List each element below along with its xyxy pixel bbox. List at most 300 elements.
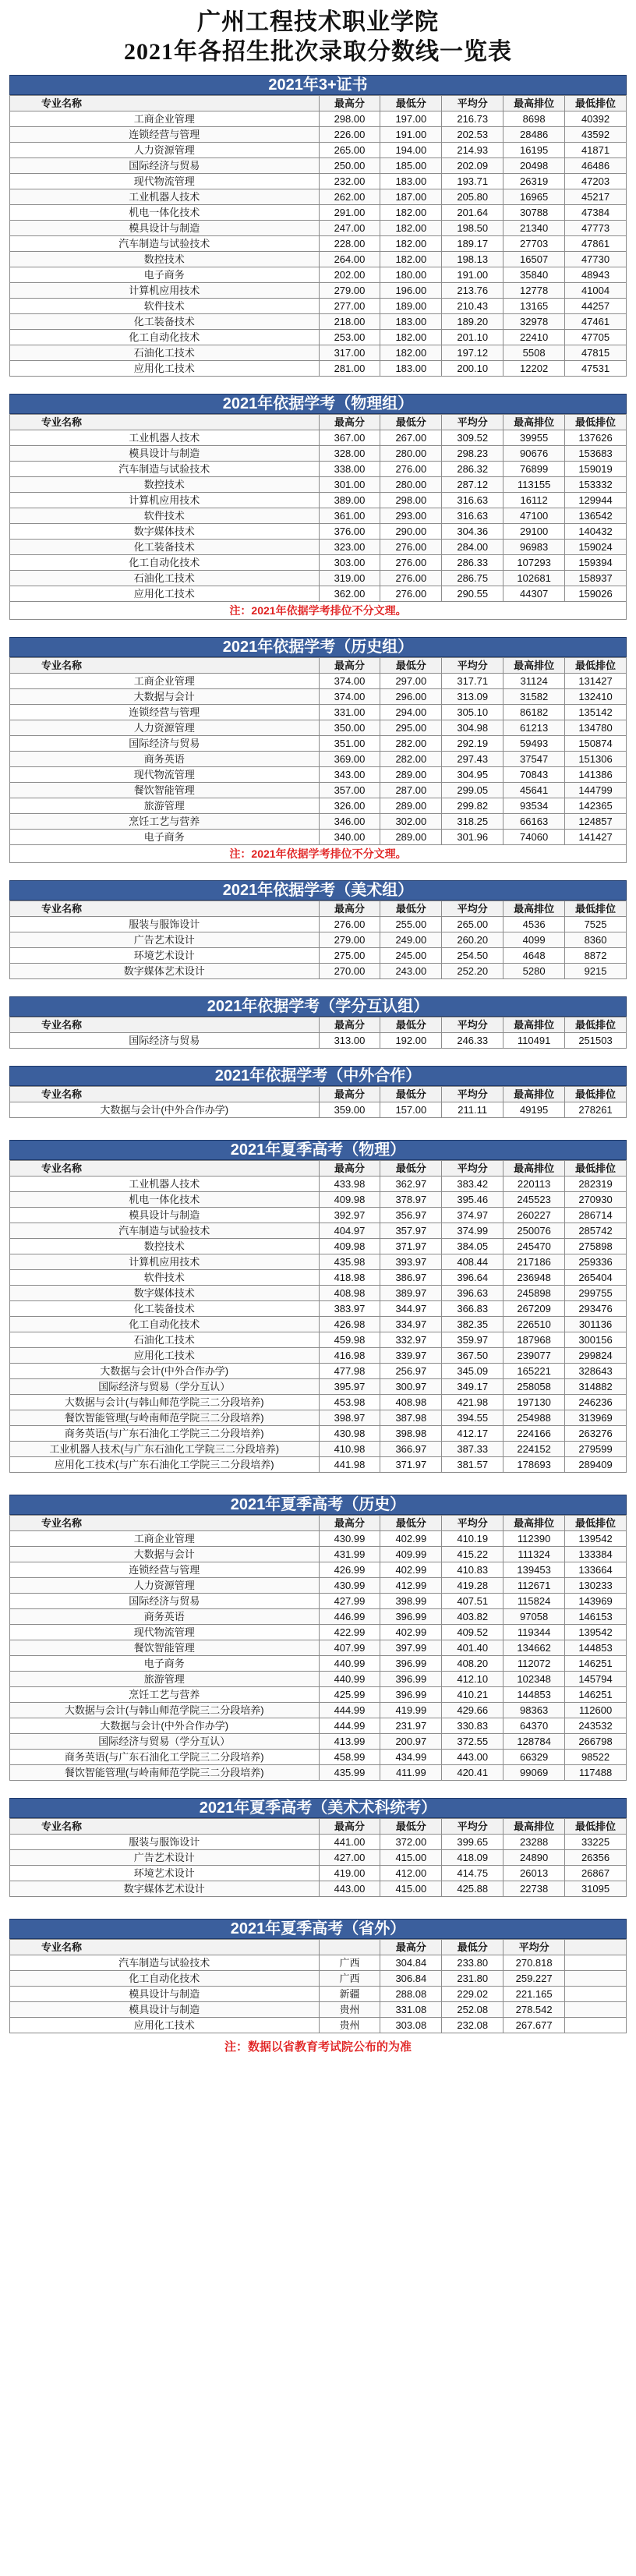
score-cell: 304.84 — [380, 1955, 442, 1971]
major-name-cell: 应用化工技术 — [10, 1348, 320, 1364]
score-cell: 345.09 — [442, 1364, 504, 1379]
major-name-cell: 应用化工技术 — [10, 586, 320, 602]
score-cell: 47203 — [565, 174, 627, 189]
score-cell: 40392 — [565, 111, 627, 127]
score-cell: 402.99 — [380, 1625, 442, 1640]
table-row — [10, 1734, 627, 1750]
score-cell: 8698 — [504, 111, 565, 127]
column-header: 平均分 — [442, 1161, 504, 1177]
score-cell: 246.33 — [442, 1033, 504, 1049]
major-name-cell: 连锁经营与管理 — [10, 127, 320, 143]
score-cell: 276.00 — [380, 540, 442, 555]
major-name-cell: 数控技术 — [10, 477, 320, 493]
score-cell: 304.36 — [442, 524, 504, 540]
column-header: 最低排位 — [565, 1516, 627, 1531]
section-title: 2021年依据学考（美术组） — [9, 880, 627, 901]
score-cell: 233.80 — [442, 1955, 504, 1971]
score-cell: 59493 — [504, 736, 565, 752]
column-header: 最高排位 — [504, 96, 565, 111]
score-cell: 332.97 — [380, 1332, 442, 1348]
score-cell: 267.677 — [504, 2018, 565, 2033]
score-section — [9, 880, 627, 979]
score-cell: 33225 — [565, 1835, 627, 1850]
score-cell: 392.97 — [319, 1208, 380, 1223]
column-header: 最低分 — [380, 1161, 442, 1177]
score-cell: 300.97 — [380, 1379, 442, 1395]
table-row — [10, 127, 627, 143]
table-row — [10, 1192, 627, 1208]
score-cell: 144853 — [565, 1640, 627, 1656]
score-cell: 402.99 — [380, 1562, 442, 1578]
score-cell: 374.97 — [442, 1208, 504, 1223]
major-name-cell: 服装与服饰设计 — [10, 1835, 320, 1850]
score-cell: 158937 — [565, 571, 627, 586]
score-cell: 110491 — [504, 1033, 565, 1049]
major-name-cell: 大数据与会计 — [10, 689, 320, 705]
score-cell: 21340 — [504, 221, 565, 236]
score-cell: 404.97 — [319, 1223, 380, 1239]
column-header: 最低分 — [380, 96, 442, 111]
score-cell: 182.00 — [380, 330, 442, 345]
score-cell: 39955 — [504, 430, 565, 446]
score-cell: 374.00 — [319, 674, 380, 689]
score-cell: 135142 — [565, 705, 627, 720]
score-cell: 35840 — [504, 267, 565, 283]
score-cell: 414.75 — [442, 1866, 504, 1881]
score-cell: 159026 — [565, 586, 627, 602]
column-header: 最低排位 — [565, 1161, 627, 1177]
score-cell: 349.17 — [442, 1379, 504, 1395]
score-cell: 316.63 — [442, 508, 504, 524]
table-row — [10, 1672, 627, 1687]
score-cell: 427.00 — [319, 1850, 380, 1866]
score-cell: 45641 — [504, 783, 565, 798]
table-row — [10, 1395, 627, 1410]
column-header: 最低分 — [380, 1516, 442, 1531]
score-cell: 276.00 — [380, 586, 442, 602]
score-cell: 201.10 — [442, 330, 504, 345]
score-cell: 182.00 — [380, 252, 442, 267]
score-cell: 314882 — [565, 1379, 627, 1395]
score-cell: 150874 — [565, 736, 627, 752]
score-cell: 252.20 — [442, 964, 504, 979]
major-name-cell: 数字媒体艺术设计 — [10, 1881, 320, 1897]
score-cell: 47773 — [565, 221, 627, 236]
score-cell: 159024 — [565, 540, 627, 555]
score-cell: 430.99 — [319, 1578, 380, 1594]
score-cell: 146251 — [565, 1687, 627, 1703]
column-header: 专业名称 — [10, 1819, 320, 1835]
column-header: 平均分 — [442, 658, 504, 674]
table-row — [10, 1531, 627, 1547]
table-row — [10, 345, 627, 361]
table-row — [10, 1033, 627, 1049]
score-cell: 12202 — [504, 361, 565, 377]
score-cell: 435.99 — [319, 1765, 380, 1781]
major-name-cell: 餐饮智能管理 — [10, 783, 320, 798]
score-cell: 90676 — [504, 446, 565, 462]
table-row — [10, 1286, 627, 1301]
score-cell: 70843 — [504, 767, 565, 783]
score-cell: 255.00 — [380, 917, 442, 932]
score-cell: 331.00 — [319, 705, 380, 720]
score-cell: 226510 — [504, 1317, 565, 1332]
major-name-cell: 计算机应用技术 — [10, 283, 320, 299]
table-row — [10, 1718, 627, 1734]
section-title: 2021年依据学考（物理组） — [9, 394, 627, 414]
score-cell: 440.99 — [319, 1656, 380, 1672]
score-cell: 395.46 — [442, 1192, 504, 1208]
score-cell: 326.00 — [319, 798, 380, 814]
column-header: 最高排位 — [504, 1161, 565, 1177]
score-cell: 102681 — [504, 571, 565, 586]
score-cell: 407.99 — [319, 1640, 380, 1656]
major-name-cell: 工商企业管理 — [10, 674, 320, 689]
score-cell: 265.00 — [442, 917, 504, 932]
column-header: 最高排位 — [504, 415, 565, 430]
table-row — [10, 1866, 627, 1881]
major-name-cell: 数控技术 — [10, 252, 320, 267]
table-row — [10, 736, 627, 752]
score-table — [9, 1086, 627, 1118]
score-section — [9, 1140, 627, 1473]
score-cell: 301136 — [565, 1317, 627, 1332]
score-cell: 383.97 — [319, 1301, 380, 1317]
score-cell: 458.99 — [319, 1750, 380, 1765]
column-header: 专业名称 — [10, 1516, 320, 1531]
score-cell: 189.17 — [442, 236, 504, 252]
score-cell: 250076 — [504, 1223, 565, 1239]
section-title: 2021年夏季高考（美术术科统考） — [9, 1798, 627, 1818]
column-header: 平均分 — [442, 415, 504, 430]
section-spacer — [0, 1897, 636, 1919]
table-row — [10, 1955, 627, 1971]
score-cell: 198.50 — [442, 221, 504, 236]
score-cell: 396.64 — [442, 1270, 504, 1286]
score-cell: 301.96 — [442, 830, 504, 845]
score-cell: 153332 — [565, 477, 627, 493]
score-cell: 46486 — [565, 158, 627, 174]
table-row — [10, 462, 627, 477]
score-cell: 259336 — [565, 1254, 627, 1270]
major-name-cell: 化工自动化技术 — [10, 555, 320, 571]
score-cell: 183.00 — [380, 361, 442, 377]
major-name-cell: 现代物流管理 — [10, 174, 320, 189]
score-cell: 226.00 — [319, 127, 380, 143]
score-section — [9, 996, 627, 1049]
score-cell: 415.00 — [380, 1850, 442, 1866]
major-name-cell: 国际经济与贸易 — [10, 1594, 320, 1609]
score-cell: 198.13 — [442, 252, 504, 267]
table-row — [10, 586, 627, 602]
table-row — [10, 1547, 627, 1562]
score-cell: 新疆 — [319, 1987, 380, 2002]
major-name-cell: 化工装备技术 — [10, 314, 320, 330]
score-cell: 151306 — [565, 752, 627, 767]
major-name-cell: 机电一体化技术 — [10, 205, 320, 221]
score-cell: 146251 — [565, 1656, 627, 1672]
score-cell: 292.19 — [442, 736, 504, 752]
score-cell: 459.98 — [319, 1332, 380, 1348]
score-cell: 410.21 — [442, 1687, 504, 1703]
major-name-cell: 化工装备技术 — [10, 1301, 320, 1317]
table-row — [10, 1426, 627, 1442]
table-row — [10, 2002, 627, 2018]
score-cell: 202.53 — [442, 127, 504, 143]
section-spacer — [0, 979, 636, 996]
table-row — [10, 917, 627, 932]
score-cell: 280.00 — [380, 477, 442, 493]
score-cell: 8872 — [565, 948, 627, 964]
score-cell: 224152 — [504, 1442, 565, 1457]
score-cell: 313969 — [565, 1410, 627, 1426]
score-cell: 246236 — [565, 1395, 627, 1410]
major-name-cell: 大数据与会计 — [10, 1547, 320, 1562]
score-cell: 382.35 — [442, 1317, 504, 1332]
score-cell: 112390 — [504, 1531, 565, 1547]
score-cell: 441.98 — [319, 1457, 380, 1473]
score-cell: 279.00 — [319, 283, 380, 299]
score-cell: 236948 — [504, 1270, 565, 1286]
score-cell: 295.00 — [380, 720, 442, 736]
score-cell: 44307 — [504, 586, 565, 602]
score-cell: 13165 — [504, 299, 565, 314]
score-cell: 477.98 — [319, 1364, 380, 1379]
score-cell: 258058 — [504, 1379, 565, 1395]
major-name-cell: 石油化工技术 — [10, 571, 320, 586]
score-cell: 398.97 — [319, 1410, 380, 1426]
major-name-cell: 模具设计与制造 — [10, 2002, 320, 2018]
score-cell: 74060 — [504, 830, 565, 845]
score-cell: 286.32 — [442, 462, 504, 477]
section-spacer — [0, 1118, 636, 1140]
major-name-cell: 应用化工技术(与广东石油化工学院三二分段培养) — [10, 1457, 320, 1473]
score-cell: 265404 — [565, 1270, 627, 1286]
score-cell: 290.55 — [442, 586, 504, 602]
score-cell: 231.80 — [442, 1971, 504, 1987]
score-cell: 22738 — [504, 1881, 565, 1897]
column-header — [319, 1940, 380, 1955]
score-cell: 232.08 — [442, 2018, 504, 2033]
score-cell: 440.99 — [319, 1672, 380, 1687]
score-cell: 286.75 — [442, 571, 504, 586]
score-cell: 351.00 — [319, 736, 380, 752]
score-cell: 350.00 — [319, 720, 380, 736]
score-cell: 297.43 — [442, 752, 504, 767]
table-row — [10, 1609, 627, 1625]
score-cell: 214.93 — [442, 143, 504, 158]
column-header: 平均分 — [442, 1819, 504, 1835]
table-row — [10, 2018, 627, 2033]
score-table — [9, 901, 627, 979]
table-row — [10, 446, 627, 462]
table-row — [10, 571, 627, 586]
major-name-cell: 现代物流管理 — [10, 767, 320, 783]
score-cell: 427.99 — [319, 1594, 380, 1609]
score-cell: 262.00 — [319, 189, 380, 205]
major-name-cell: 石油化工技术 — [10, 1332, 320, 1348]
major-name-cell: 环境艺术设计 — [10, 948, 320, 964]
score-cell: 374.99 — [442, 1223, 504, 1239]
table-row — [10, 1410, 627, 1426]
score-cell — [565, 1987, 627, 2002]
table-header-row — [10, 658, 627, 674]
column-header: 最低排位 — [565, 1017, 627, 1033]
score-cell: 288.08 — [380, 1987, 442, 2002]
column-header: 最低分 — [380, 658, 442, 674]
score-cell: 47531 — [565, 361, 627, 377]
major-name-cell: 工商企业管理 — [10, 1531, 320, 1547]
score-cell: 26013 — [504, 1866, 565, 1881]
column-header: 最高分 — [380, 1940, 442, 1955]
major-name-cell: 商务英语(与广东石油化工学院三二分段培养) — [10, 1750, 320, 1765]
table-row — [10, 1703, 627, 1718]
score-cell: 30788 — [504, 205, 565, 221]
score-cell: 182.00 — [380, 345, 442, 361]
score-cell: 224166 — [504, 1426, 565, 1442]
score-cell: 192.00 — [380, 1033, 442, 1049]
column-header: 最高分 — [319, 96, 380, 111]
score-cell: 299.05 — [442, 783, 504, 798]
table-header-row — [10, 415, 627, 430]
score-cell: 407.51 — [442, 1594, 504, 1609]
table-header-row — [10, 1819, 627, 1835]
major-name-cell: 商务英语 — [10, 752, 320, 767]
score-cell: 37547 — [504, 752, 565, 767]
score-cell: 317.00 — [319, 345, 380, 361]
score-cell: 297.00 — [380, 674, 442, 689]
score-cell: 420.41 — [442, 1765, 504, 1781]
table-row — [10, 1177, 627, 1192]
score-cell: 182.00 — [380, 221, 442, 236]
score-cell: 284.00 — [442, 540, 504, 555]
score-cell: 372.00 — [380, 1835, 442, 1850]
score-cell: 5508 — [504, 345, 565, 361]
table-row — [10, 1640, 627, 1656]
major-name-cell: 化工装备技术 — [10, 540, 320, 555]
score-cell: 107293 — [504, 555, 565, 571]
table-row — [10, 430, 627, 446]
score-cell: 304.98 — [442, 720, 504, 736]
major-name-cell: 连锁经营与管理 — [10, 1562, 320, 1578]
score-cell: 300156 — [565, 1332, 627, 1348]
score-cell: 182.00 — [380, 236, 442, 252]
score-cell: 广西 — [319, 1971, 380, 1987]
score-cell: 98363 — [504, 1703, 565, 1718]
table-row — [10, 174, 627, 189]
score-cell — [565, 2018, 627, 2033]
table-row — [10, 1562, 627, 1578]
score-cell: 232.00 — [319, 174, 380, 189]
score-cell: 229.02 — [442, 1987, 504, 2002]
score-cell: 26356 — [565, 1850, 627, 1866]
score-cell: 278261 — [565, 1102, 627, 1118]
score-cell: 142365 — [565, 798, 627, 814]
score-cell: 280.00 — [380, 446, 442, 462]
major-name-cell: 计算机应用技术 — [10, 493, 320, 508]
score-table — [9, 1515, 627, 1781]
table-row — [10, 361, 627, 377]
score-section — [9, 394, 627, 620]
score-cell: 140432 — [565, 524, 627, 540]
score-cell: 278.542 — [504, 2002, 565, 2018]
score-cell: 197130 — [504, 1395, 565, 1410]
table-row — [10, 1301, 627, 1317]
score-cell: 182.00 — [380, 205, 442, 221]
score-cell: 416.98 — [319, 1348, 380, 1364]
table-row — [10, 674, 627, 689]
section-note: 注：2021年依据学考排位不分文理。 — [9, 845, 627, 863]
score-cell: 421.98 — [442, 1395, 504, 1410]
score-cell: 426.99 — [319, 1562, 380, 1578]
score-cell: 384.05 — [442, 1239, 504, 1254]
section-spacer — [0, 863, 636, 880]
score-cell: 205.80 — [442, 189, 504, 205]
column-header: 平均分 — [442, 1516, 504, 1531]
score-cell: 16507 — [504, 252, 565, 267]
score-cell: 412.10 — [442, 1672, 504, 1687]
major-name-cell: 电子商务 — [10, 830, 320, 845]
score-cell: 141427 — [565, 830, 627, 845]
score-cell: 132410 — [565, 689, 627, 705]
score-cell: 340.00 — [319, 830, 380, 845]
score-cell: 243.00 — [380, 964, 442, 979]
score-cell: 191.00 — [442, 267, 504, 283]
score-cell: 330.83 — [442, 1718, 504, 1734]
column-header: 平均分 — [442, 901, 504, 917]
score-cell: 47815 — [565, 345, 627, 361]
score-cell: 339.97 — [380, 1348, 442, 1364]
table-row — [10, 1364, 627, 1379]
table-row — [10, 767, 627, 783]
major-name-cell: 工业机器人技术(与广东石油化工学院三二分段培养) — [10, 1442, 320, 1457]
score-cell: 245.00 — [380, 948, 442, 964]
score-cell: 22410 — [504, 330, 565, 345]
major-name-cell: 人力资源管理 — [10, 1578, 320, 1594]
major-name-cell: 餐饮智能管理(与岭南师范学院三二分段培养) — [10, 1765, 320, 1781]
score-cell: 210.43 — [442, 299, 504, 314]
major-name-cell: 化工自动化技术 — [10, 330, 320, 345]
column-header: 最高排位 — [504, 1819, 565, 1835]
score-cell: 289.00 — [380, 830, 442, 845]
section-title: 2021年依据学考（中外合作） — [9, 1066, 627, 1086]
score-cell: 197.12 — [442, 345, 504, 361]
major-name-cell: 软件技术 — [10, 508, 320, 524]
major-name-cell: 旅游管理 — [10, 798, 320, 814]
score-cell: 286714 — [565, 1208, 627, 1223]
score-cell: 435.98 — [319, 1254, 380, 1270]
table-row — [10, 1332, 627, 1348]
score-cell: 134780 — [565, 720, 627, 736]
score-cell: 290.00 — [380, 524, 442, 540]
table-row — [10, 1578, 627, 1594]
major-name-cell: 软件技术 — [10, 1270, 320, 1286]
score-cell: 286.33 — [442, 555, 504, 571]
table-row — [10, 1348, 627, 1364]
major-name-cell: 电子商务 — [10, 267, 320, 283]
score-cell: 394.55 — [442, 1410, 504, 1426]
score-cell: 180.00 — [380, 267, 442, 283]
major-name-cell: 计算机应用技术 — [10, 1254, 320, 1270]
score-cell: 413.99 — [319, 1734, 380, 1750]
table-row — [10, 948, 627, 964]
score-cell: 361.00 — [319, 508, 380, 524]
score-cell: 159394 — [565, 555, 627, 571]
score-cell: 45217 — [565, 189, 627, 205]
major-name-cell: 电子商务 — [10, 1656, 320, 1672]
score-cell: 221.165 — [504, 1987, 565, 2002]
table-row — [10, 720, 627, 736]
